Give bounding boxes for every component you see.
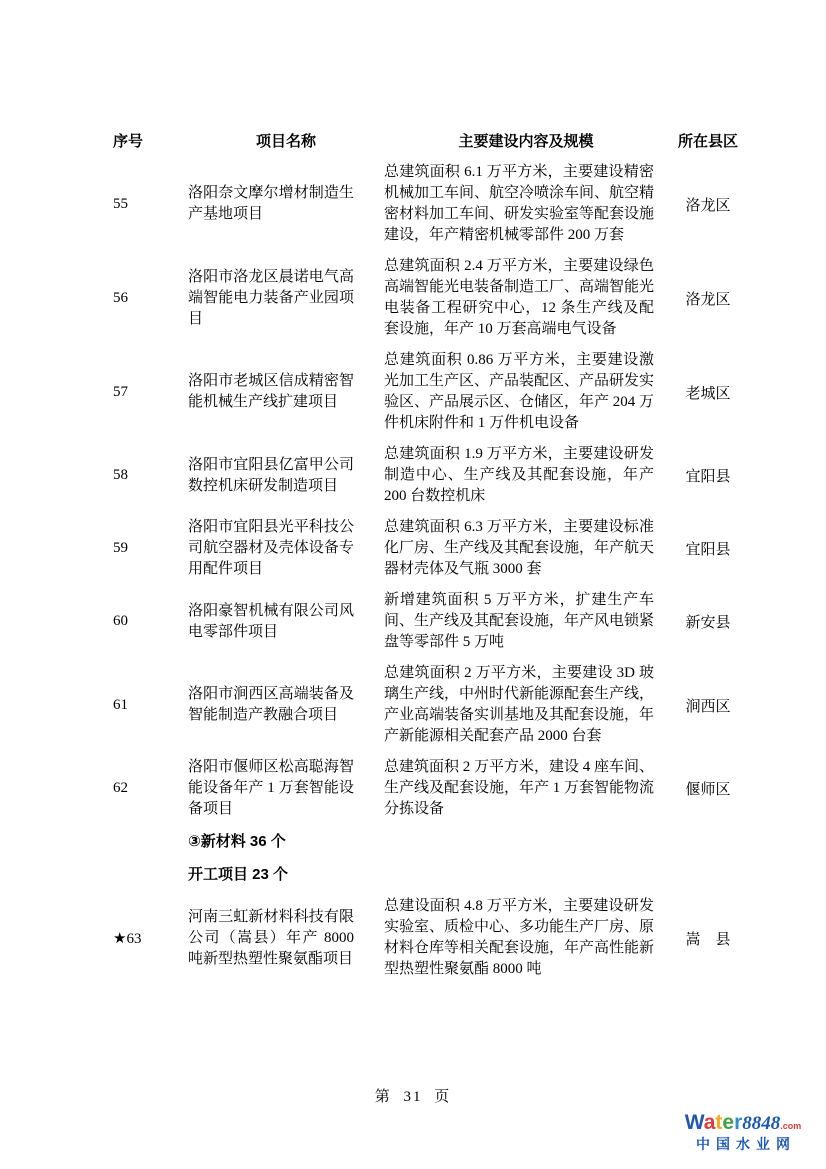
construction-content: 总建筑面积 2.4 万平方米，主要建设绿色高端智能光电装备制造工厂、高端智能光电装备工程研究中心，12 条生产线及配套设施，年产 10 万套高端电气设备 bbox=[384, 258, 655, 337]
logo-wordmark bbox=[668, 1112, 818, 1134]
row-seq: 59 bbox=[113, 540, 128, 556]
row-seq: 61 bbox=[113, 696, 128, 713]
table-header-row bbox=[100, 126, 748, 157]
district: 涧西区 bbox=[685, 698, 731, 715]
header-seq: 序号 bbox=[113, 133, 144, 150]
project-name: 洛阳市宜阳县光平科技公司航空器材及壳体设备专用配件项目 bbox=[188, 519, 354, 577]
row-seq-starred: ★63 bbox=[113, 930, 142, 947]
water8848-logo bbox=[668, 1112, 818, 1152]
construction-content: 新增建筑面积 5 万平方米，扩建生产车间、生产线及其配套设施，年产风电锁紧盘等零部件 5 万吨 bbox=[384, 592, 655, 650]
table-row bbox=[100, 752, 748, 825]
table-row bbox=[100, 585, 748, 658]
district: 偃师区 bbox=[685, 782, 731, 798]
project-name: 洛阳奈文摩尔增材制造生产基地项目 bbox=[188, 185, 354, 222]
section-label: 开工项目 23 个 bbox=[188, 866, 289, 883]
project-name: 河南三虹新材料科技有限公司（嵩县）年产 8000 吨新型热塑性聚氨酯项目 bbox=[188, 908, 354, 967]
table-row bbox=[100, 512, 748, 585]
project-name: 洛阳市老城区信成精密智能机械生产线扩建项目 bbox=[188, 373, 354, 410]
table-row bbox=[100, 157, 748, 251]
construction-content: 总建筑面积 6.1 万平方米，主要建设精密机械加工车间、航空冷喷涂车间、航空精密材料加工车间、研发实验室等配套设施建设，年产精密机械零部件 200 万套 bbox=[384, 164, 655, 243]
project-name: 洛阳市偃师区松高聪海智能设备年产 1 万套智能设备项目 bbox=[188, 759, 354, 817]
table-row bbox=[100, 658, 748, 752]
logo-letter: W bbox=[684, 1111, 704, 1134]
construction-content: 总建筑面积 2 万平方米，主要建设 3D 玻璃生产线，中州时代新能源配套生产线，产业高端装备实训基地及其配套设施，年产新能源相关配套产品 2000 台套 bbox=[384, 665, 655, 744]
logo-text-8848: 8848 bbox=[742, 1113, 781, 1134]
row-seq: 57 bbox=[113, 383, 128, 400]
table-row bbox=[100, 251, 748, 345]
logo-text-dotcom: .com bbox=[780, 1121, 802, 1131]
district: 嵩 县 bbox=[685, 931, 731, 948]
district: 老城区 bbox=[685, 385, 731, 402]
section-heading-new-materials bbox=[100, 825, 748, 858]
project-name: 洛阳市宜阳县亿富甲公司数控机床研发制造项目 bbox=[188, 456, 354, 494]
logo-text-water bbox=[685, 1111, 743, 1134]
district: 新安县 bbox=[685, 615, 731, 631]
table-row bbox=[100, 891, 748, 985]
logo-letter: r bbox=[734, 1111, 743, 1134]
project-name: 洛阳市涧西区高端装备及智能制造产教融合项目 bbox=[188, 686, 354, 723]
district: 宜阳县 bbox=[685, 469, 731, 485]
project-name: 洛阳豪智机械有限公司风电零部件项目 bbox=[188, 602, 354, 640]
logo-subtitle-cn: 中国水业网 bbox=[696, 1136, 796, 1153]
table-row bbox=[100, 345, 748, 439]
district: 洛龙区 bbox=[685, 197, 731, 214]
district: 洛龙区 bbox=[685, 291, 731, 308]
row-seq: 56 bbox=[113, 289, 128, 306]
row-seq: 60 bbox=[113, 613, 128, 629]
district: 宜阳县 bbox=[685, 542, 731, 558]
row-seq: 62 bbox=[113, 780, 128, 796]
project-table bbox=[100, 126, 748, 985]
construction-content: 总建筑面积 0.86 万平方米，主要建设激光加工生产区、产品装配区、产品研发实验区、产品展示区、仓储区，年产 204 万件机床附件和 1 万件机电设备 bbox=[384, 352, 655, 431]
construction-content: 总建筑面积 1.9 万平方米，主要建设研发制造中心、生产线及其配套设施，年产 200 台数控机床 bbox=[384, 446, 654, 504]
project-name: 洛阳市洛龙区晨诺电气高端智能电力装备产业园项目 bbox=[188, 268, 354, 327]
table-row bbox=[100, 439, 748, 512]
section-label: ③新材料 36 个 bbox=[188, 833, 286, 850]
header-district: 所在县区 bbox=[677, 133, 738, 150]
row-seq: 55 bbox=[113, 195, 128, 212]
logo-letter: e bbox=[722, 1111, 735, 1134]
row-seq: 58 bbox=[113, 467, 128, 483]
construction-content: 总建设面积 4.8 万平方米，主要建设研发实验室、质检中心、多功能生产厂房、原材料仓库等相关配套设施，年产高性能新型热塑性聚氨酯 8000 吨 bbox=[384, 898, 655, 977]
construction-content: 总建筑面积 6.3 万平方米，主要建设标准化厂房、生产线及其配套设施，年产航天器材壳体及气瓶 3000 套 bbox=[384, 519, 655, 577]
logo-letter: t bbox=[715, 1111, 723, 1134]
construction-content: 总建筑面积 2 万平方米，建设 4 座车间、生产线及配套设施，年产 1 万套智能物流分拣设备 bbox=[384, 759, 655, 817]
section-heading-started-projects bbox=[100, 858, 748, 891]
header-construction-content: 主要建设内容及规模 bbox=[458, 133, 594, 150]
page-number: 第 31 页 bbox=[374, 1089, 452, 1105]
header-project-name: 项目名称 bbox=[255, 133, 316, 150]
logo-letter: a bbox=[703, 1111, 716, 1134]
